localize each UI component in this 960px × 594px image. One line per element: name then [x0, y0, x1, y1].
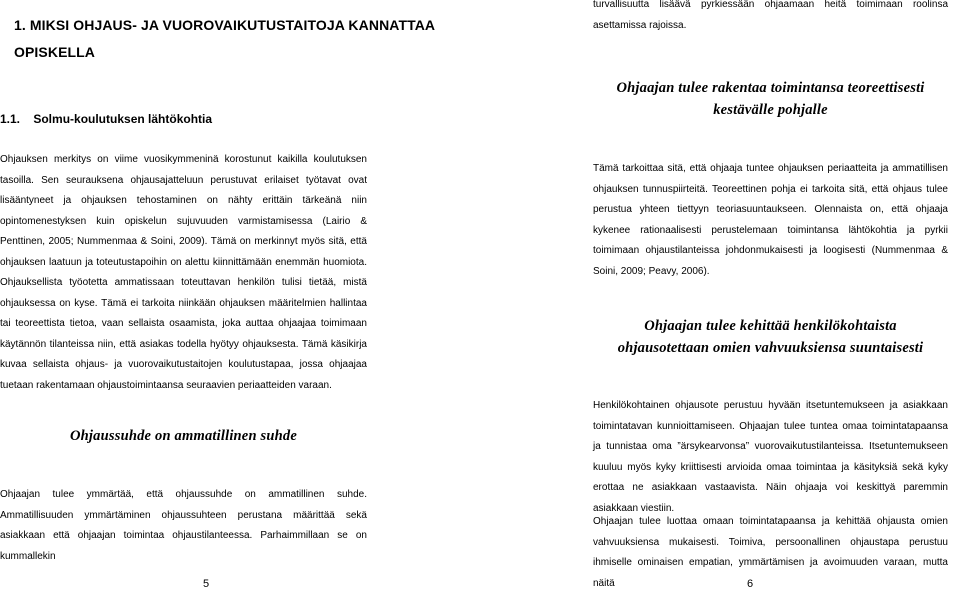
chapter-heading-line2: OPISKELLA — [14, 44, 96, 60]
right-banner-2-line2: ohjausotettaan omien vahvuuksiensa suuntaisesti — [617, 340, 924, 356]
right-paragraph-3: Ohjaajan tulee luottaa omaan toimintatapaansa ja kehittää ohjausta omien vahvuuksiensa mukaisesti. Toimiva, persoonallinen ohjaustapa perustuu ihmiselle ominaisen empatian, ymmärtämisen ja avoimuuden varaan, mutta näitä — [593, 516, 948, 589]
chapter-heading-line1: 1. MIKSI OHJAUS- JA VUOROVAIKUTUSTAITOJA KANNATTAA — [14, 17, 436, 33]
left-page — [0, 0, 480, 590]
right-banner-1 — [593, 77, 948, 121]
right-banner-1-line1: Ohjaajan tulee rakentaa toimintansa teoreettisesti — [616, 80, 925, 96]
right-paragraph-1: Tämä tarkoittaa sitä, että ohjaaja tuntee ohjauksen periaatteita ja ammatillisen ohjauksen tunnuspiirteitä. Teoreettinen pohja ei tarkoita sitä, että ohjaus tulee perustua yhteen tiettyyn teoriasuuntaukseen. Olennaista on, että ohjaaja kykenee rationaalisesti perustelemaan toimintansa lähtökohtia ja pyrkii toimimaan ohjaustilanteissa johdonmukaisesti ja loogisesti (Nummenmaa & Soini, 2009; Peavy, 2006). — [593, 163, 948, 277]
right-banner-2 — [593, 315, 948, 359]
page-number-left: 5 — [203, 578, 210, 590]
right-page — [480, 0, 960, 590]
left-paragraph-1: Ohjauksen merkitys on viime vuosikymmeninä korostunut kaikilla koulutuksen tasoilla. Sen seurauksena ohjausajatteluun perustuvat erilaiset työtavat ovat lisääntyneet ja ohjauksen tehostaminen on nähty erittäin tärkeänä niin opintomenestyksen kuin opiskelun sujuvuuden varmistamisessa (Lairio & Penttinen, 2005; Nummenmaa & Soini, 2009). Tämä on merkinnyt myös sitä, että ohjauksen laatuun ja toteutustapoihin on alettu kiinnittämään enemmän huomiota. Ohjauksellista työotetta ammatissaan toteuttavan henkilön tulisi tietää, mistä ohjauksessa on kyse. Tämä ei tarkoita niinkään ohjauksen määritelmien hallintaa tai teoreettista tietoa, vaan sellaista osaamista, joka auttaa ohjaajaa toimimaan käytännön tilanteissa niin, että asiakas todella hyötyy ohjauksesta. Tämä käsikirja kuvaa sellaista ohjaus- ja vuorovaikutustaitojen koulutustapaa, jossa ohjaajaa tuetaan rakentamaan ohjaustoimintaansa seuraavien periaatteiden varaan. — [0, 154, 367, 391]
right-banner-2-line1: Ohjaajan tulee kehittää henkilökohtaista — [644, 318, 897, 334]
right-paragraph-2: Henkilökohtainen ohjausote perustuu hyvään itsetuntemukseen ja asiakkaan toimintatavan kunnioittamiseen. Ohjaajan tulee tuntea omaa toimintatapaansa ja tunnistaa oma ”ärsykearvonsa” vuorovaikutustilanteissa. Itsetuntemukseen kuuluu myös kyky kriittisesti arvioida omaa toimintaa ja käsityksiä sekä kyky erottaa ne asiakkaan vastaavista. Näin ohjaaja voi keskittyä paremmin asiakkaan viestiin. — [593, 400, 948, 514]
left-banner: Ohjaussuhde on ammatillinen suhde — [70, 428, 297, 444]
page-number-right: 6 — [747, 578, 754, 590]
right-paragraph-top: turvallisuutta lisäävä pyrkiessään ohjaamaan heitä toimimaan roolinsa asettamissa rajoissa. — [593, 0, 948, 31]
left-paragraph-2: Ohjaajan tulee ymmärtää, että ohjaussuhde on ammatillinen suhde. Ammatillisuuden ymmärtäminen ohjaussuhteen perustana määrittää sekä asiakkaan että ohjaajan toimintaa ohjaustilanteessa. Parhaimmillaan se on kummallekin — [0, 489, 367, 562]
right-banner-1-line2: kestävälle pohjalle — [713, 102, 828, 118]
section-subheading: 1.1. Solmu-koulutuksen lähtökohtia — [0, 112, 213, 126]
